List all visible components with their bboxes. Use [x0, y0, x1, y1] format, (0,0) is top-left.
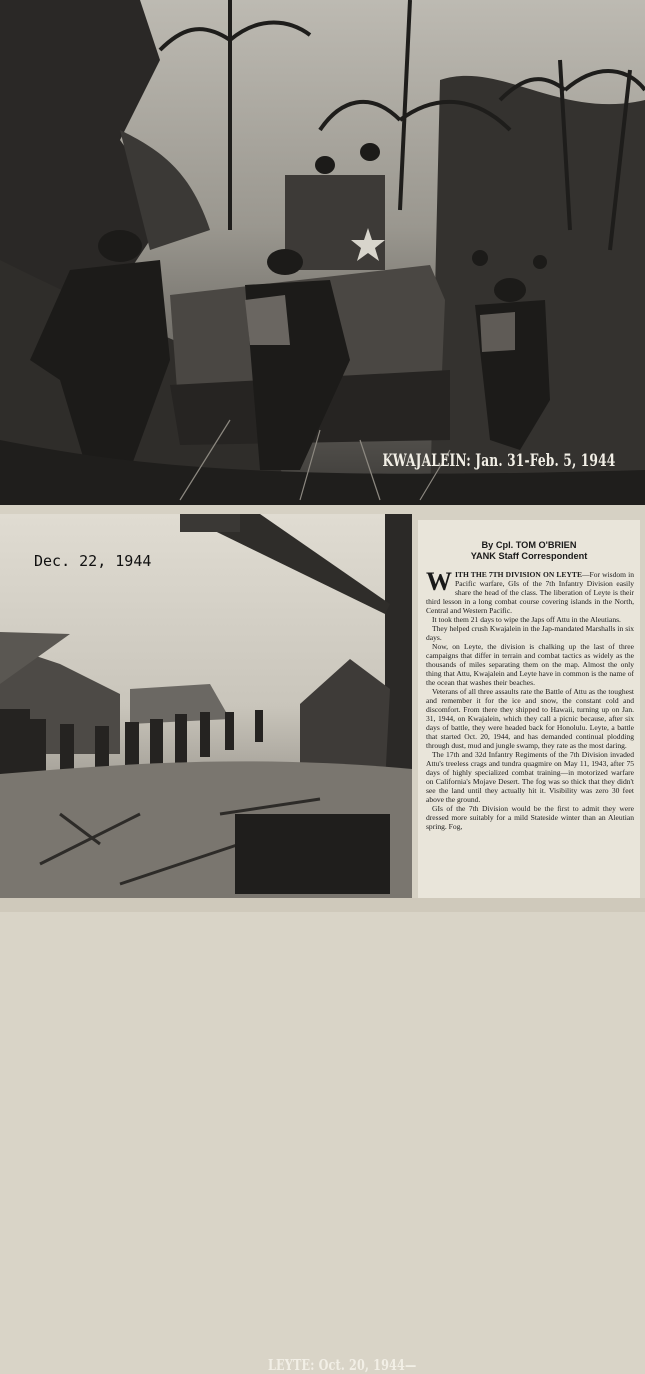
- kwajalein-photo-illustration: [0, 0, 645, 505]
- kwajalein-caption: KWAJALEIN: Jan. 31-Feb. 5, 1944: [382, 451, 615, 471]
- date-stamp: Dec. 22, 1944: [34, 552, 152, 570]
- page-bottom-margin: [0, 898, 645, 912]
- leyte-caption: LEYTE: Oct. 20, 1944—: [268, 1356, 417, 1374]
- byline: [418, 540, 640, 562]
- paragraph: Now, on Leyte, the division is chalking up the last of three campaigns that differ in terrain and combat tactics as widely as the thousands of miles separating them on the map. Almost the only thing that Attu, Kwajalein and Leyte have in common is the name of the ocean that washes their beaches.: [426, 642, 634, 687]
- leyte-photo-illustration: [0, 514, 412, 898]
- paragraph: GIs of the 7th Division would be the first to admit they were dressed more suitably for a mild Stateside winter than an Aleutian spring. Fog,: [426, 804, 634, 831]
- article-body: [426, 567, 634, 831]
- paragraph: The 17th and 32d Infantry Regiments of the 7th Division invaded Attu's treeless crags and tundra quagmire on May 11, 1943, after 75 days of highly specialized combat training—in motorized warfare on California's Mojave Desert. The fog was so thick that they didn't see the land until they actually hit it. Visibility was zero 30 feet above the ground.: [426, 750, 634, 804]
- paragraph: Veterans of all three assaults rate the Battle of Attu as the toughest and remember it for the ice and snow, the constant cold and discomfort. From there they shipped to Hawaii, turning up on Jan. 31, 1944, on Kwajalein, which they call a picnic because, after six days of battle, they were headed back for Honolulu. Leyte, a battle that started Oct. 20, 1944, and has demanded continual plodding through dust, mud and jungle swamp, they rate as the most daring.: [426, 687, 634, 750]
- byline-author: By Cpl. TOM O'BRIEN: [481, 540, 577, 550]
- lead-text: —For wisdom in Pacific warfare, GIs of the 7th Infantry Division easily share the head of the class. The liberation of Leyte is their third lesson in a long combat course covering islands in the North, Central and Western Pacific.: [426, 570, 634, 615]
- paragraph: It took them 21 days to wipe the Japs off Attu in the Aleutians.: [432, 615, 621, 624]
- kwajalein-photo: [0, 0, 645, 505]
- byline-title: YANK Staff Correspondent: [470, 551, 588, 561]
- dateline: ITH THE 7TH DIVISION ON LEYTE: [455, 570, 582, 579]
- lead-paragraph: [426, 567, 634, 615]
- leyte-photo: [0, 514, 417, 1374]
- drop-cap: W: [426, 567, 452, 596]
- paragraph: They helped crush Kwajalein in the Jap-mandated Marshalls in six days.: [426, 624, 634, 642]
- article-column: [418, 520, 640, 900]
